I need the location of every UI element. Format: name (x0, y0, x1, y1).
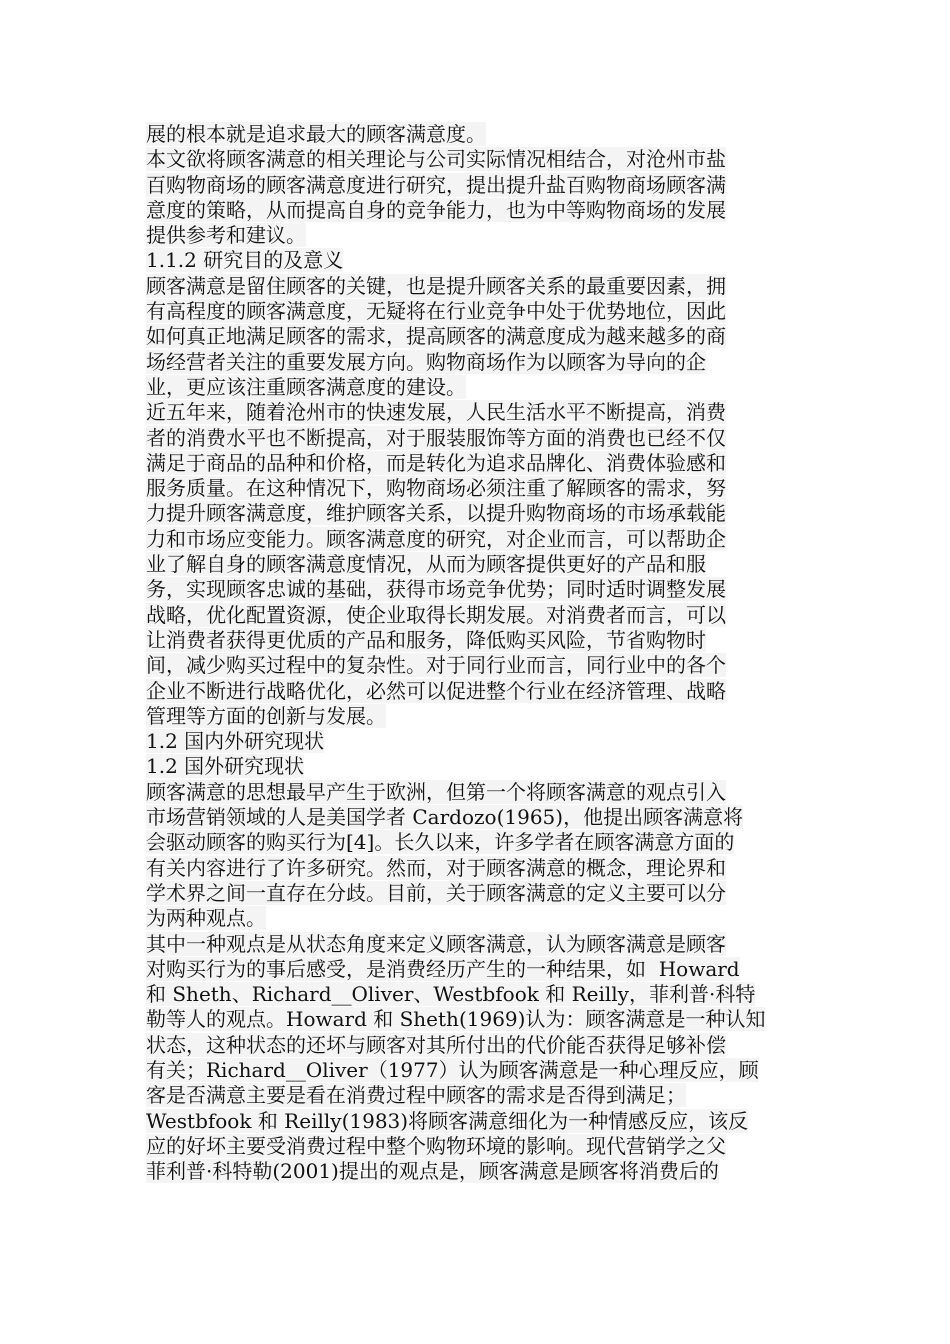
text-line: 学术界之间一直存在分歧。目前，关于顾客满意的定义主要可以分 (146, 880, 726, 905)
text-line: 近五年来，随着沧州市的快速发展，人民生活水平不断提高，消费 (146, 400, 726, 425)
text-line: 菲利普·科特勒(2001)提出的观点是，顾客满意是顾客将消费后的 (146, 1159, 719, 1184)
text-line: 企业不断进行战略优化，必然可以促进整个行业在经济管理、战略 (146, 678, 726, 703)
text-line: 场经营者关注的重要发展方向。购物商场作为以顾客为导向的企 (146, 349, 706, 374)
text-line: 状态，这种状态的还坏与顾客对其所付出的代价能否获得足够补偿 (146, 1032, 726, 1057)
text-line: 对购买行为的事后感受，是消费经历产生的一种结果，如 Howard (146, 956, 740, 981)
text-line: 服务质量。在这种情况下，购物商场必须注重了解顾客的需求，努 (146, 476, 726, 501)
text-line: 让消费者获得更优质的产品和服务，降低购买风险，节省购物时 (146, 627, 706, 652)
text-line: 业了解自身的顾客满意度情况，从而为顾客提供更好的产品和服 (146, 552, 706, 577)
text-line: 战略，优化配置资源，使企业取得长期发展。对消费者而言，可以 (146, 602, 726, 627)
text-line: 意度的策略，从而提高自身的竞争能力，也为中等购物商场的发展 (146, 197, 726, 222)
text-line: 者的消费水平也不断提高，对于服装服饰等方面的消费也已经不仅 (146, 425, 726, 450)
section-heading: 1.2 国外研究现状 (146, 754, 305, 779)
text-line: 力提升顾客满意度，维护顾客关系，以提升购物商场的市场承载能 (146, 501, 726, 526)
section-heading: 1.1.2 研究目的及意义 (146, 248, 344, 273)
text-line: 应的好坏主要受消费过程中整个购物环境的影响。现代营销学之父 (146, 1133, 726, 1158)
text-line: 有高程度的顾客满意度，无疑将在行业竞争中处于优势地位，因此 (146, 299, 726, 324)
document-page (146, 122, 816, 1184)
text-line: 管理等方面的创新与发展。 (146, 703, 386, 728)
text-line: 会驱动顾客的购买行为[4]。长久以来，许多学者在顾客满意方面的 (146, 830, 735, 855)
text-line: 展的根本就是追求最大的顾客满意度。 (146, 122, 486, 146)
text-line: 勒等人的观点。Howard 和 Sheth(1969)认为：顾客满意是一种认知 (146, 1007, 766, 1032)
text-line: 满足于商品的品种和价格，而是转化为追求品牌化、消费体验感和 (146, 450, 726, 475)
text-line: 本文欲将顾客满意的相关理论与公司实际情况相结合，对沧州市盐 (146, 147, 726, 172)
text-line: 有关；Richard__Oliver（1977）认为顾客满意是一种心理反应，顾 (146, 1057, 759, 1082)
text-line: 有关内容进行了许多研究。然而，对于顾客满意的概念，理论界和 (146, 855, 726, 880)
text-line: 和 Sheth、Richard__Oliver、Westbfook 和 Reilly，菲利普·科特 (146, 982, 756, 1007)
text-line: 其中一种观点是从状态角度来定义顾客满意，认为顾客满意是顾客 (146, 931, 726, 956)
text-line: 务，实现顾客忠诚的基础，获得市场竞争优势；同时适时调整发展 (146, 577, 726, 602)
text-line: 客是否满意主要是看在消费过程中顾客的需求是否得到满足； (146, 1083, 686, 1108)
text-line: 为两种观点。 (146, 906, 266, 931)
text-line: Westbfook 和 Reilly(1983)将顾客满意细化为一种情感反应，该反 (146, 1108, 749, 1133)
text-line: 顾客满意是留住顾客的关键，也是提升顾客关系的最重要因素，拥 (146, 273, 726, 298)
text-line: 业，更应该注重顾客满意度的建设。 (146, 374, 466, 399)
text-line: 力和市场应变能力。顾客满意度的研究，对企业而言，可以帮助企 (146, 526, 726, 551)
text-line: 提供参考和建议。 (146, 223, 306, 248)
section-heading: 1.2 国内外研究现状 (146, 729, 325, 754)
text-line: 百购物商场的顾客满意度进行研究，提出提升盐百购物商场顾客满 (146, 172, 726, 197)
text-line: 如何真正地满足顾客的需求，提高顾客的满意度成为越来越多的商 (146, 324, 726, 349)
text-line: 顾客满意的思想最早产生于欧洲，但第一个将顾客满意的观点引入 (146, 779, 726, 804)
text-line: 市场营销领域的人是美国学者 Cardozo(1965)，他提出顾客满意将 (146, 805, 744, 830)
text-line: 间，减少购买过程中的复杂性。对于同行业而言，同行业中的各个 (146, 653, 726, 678)
